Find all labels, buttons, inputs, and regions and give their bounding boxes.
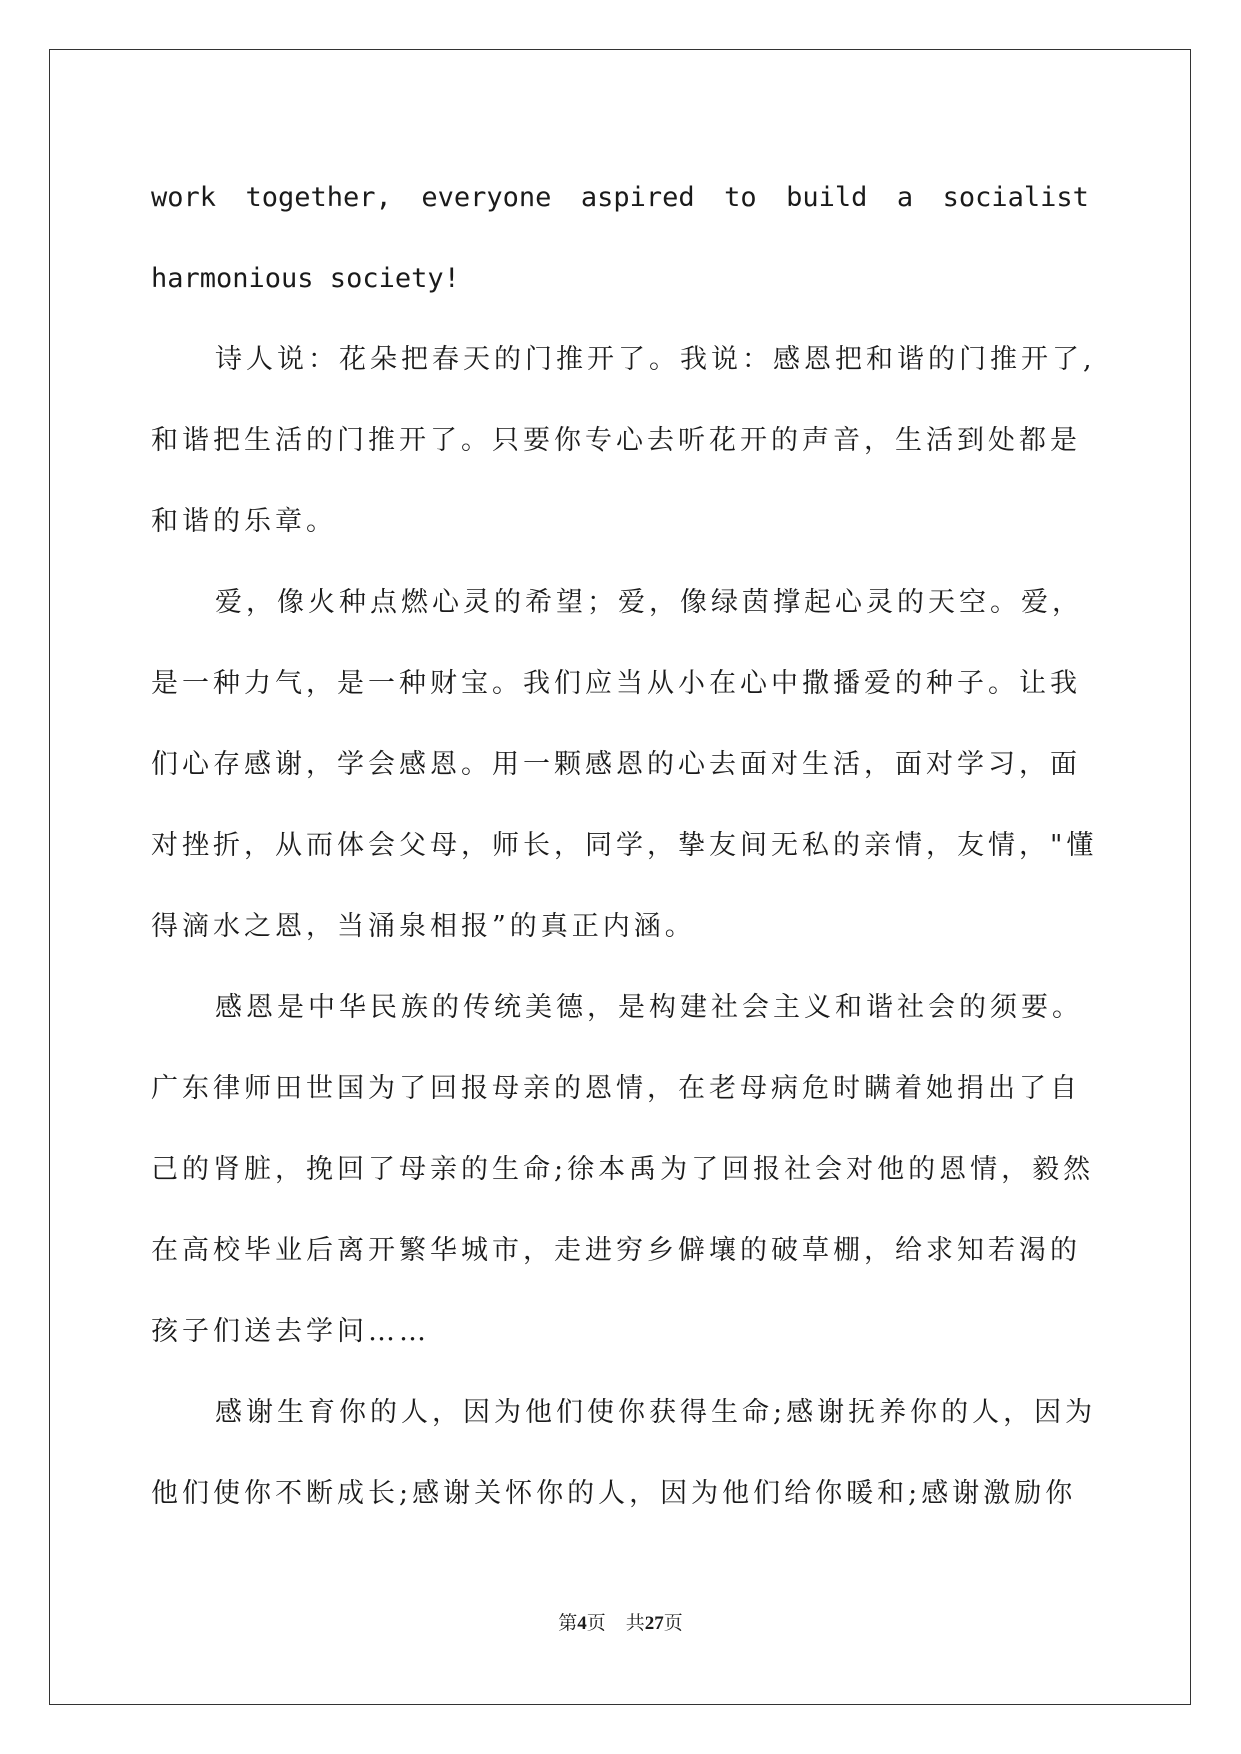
text-line [151, 157, 1089, 238]
text-line: 己的肾脏，挽回了母亲的生命;徐本禹为了回报社会对他的恩情，毅然 [151, 1154, 1095, 1185]
text-line: 广东律师田世国为了回报母亲的恩情，在老母病危时瞒着她捐出了自 [151, 1073, 1081, 1104]
text-line: harmonious society! [151, 263, 460, 294]
word: socialist [942, 182, 1089, 213]
word: work [151, 182, 217, 213]
word: everyone [421, 182, 552, 213]
text-line: 对挫折，从而体会父母，师长，同学，挚友间无私的亲情，友情，"懂 [151, 830, 1098, 861]
word: build [786, 182, 868, 213]
paragraph-first-line: 感谢生育你的人，因为他们使你获得生命;感谢抚养你的人，因为 [215, 1397, 1097, 1428]
total-pages: 27 [644, 1613, 664, 1634]
total-suffix: 页 [663, 1613, 683, 1634]
page-number: 4 [577, 1613, 587, 1634]
word: a [896, 182, 914, 213]
text-line: 是一种力气，是一种财宝。我们应当从小在心中撒播爱的种子。让我 [151, 668, 1081, 699]
text-line: 得滴水之恩，当涌泉相报”的真正内涵。 [151, 911, 696, 942]
total-prefix: 共 [625, 1613, 645, 1634]
page-suffix: 页 [586, 1613, 606, 1634]
text-line: 他们使你不断成长;感谢关怀你的人，因为他们给你暖和;感谢激励你 [151, 1478, 1077, 1509]
document-body [151, 157, 1098, 1534]
paragraph-first-line: 感恩是中华民族的传统美德，是构建社会主义和谐社会的须要。 [215, 992, 1083, 1023]
word: to [724, 182, 757, 213]
paragraph-first-line: 诗人说：花朵把春天的门推开了。我说：感恩把和谐的门推开了, [215, 344, 1096, 375]
page-prefix: 第 [558, 1613, 578, 1634]
page-footer [0, 1608, 1241, 1635]
text-line: 在高校毕业后离开繁华城市，走进穷乡僻壤的破草棚，给求知若渴的 [151, 1235, 1081, 1266]
text-line: 们心存感谢，学会感恩。用一颗感恩的心去面对生活，面对学习，面 [151, 749, 1081, 780]
word: aspired [580, 182, 695, 213]
text-line: 和谐的乐章。 [151, 506, 337, 537]
paragraph-first-line: 爱，像火种点燃心灵的希望；爱，像绿茵撑起心灵的天空。爱， [215, 587, 1083, 618]
word: together, [245, 182, 392, 213]
text-line: 和谐把生活的门推开了。只要你专心去听花开的声音，生活到处都是 [151, 425, 1081, 456]
text-line: 孩子们送去学问…… [151, 1316, 430, 1347]
